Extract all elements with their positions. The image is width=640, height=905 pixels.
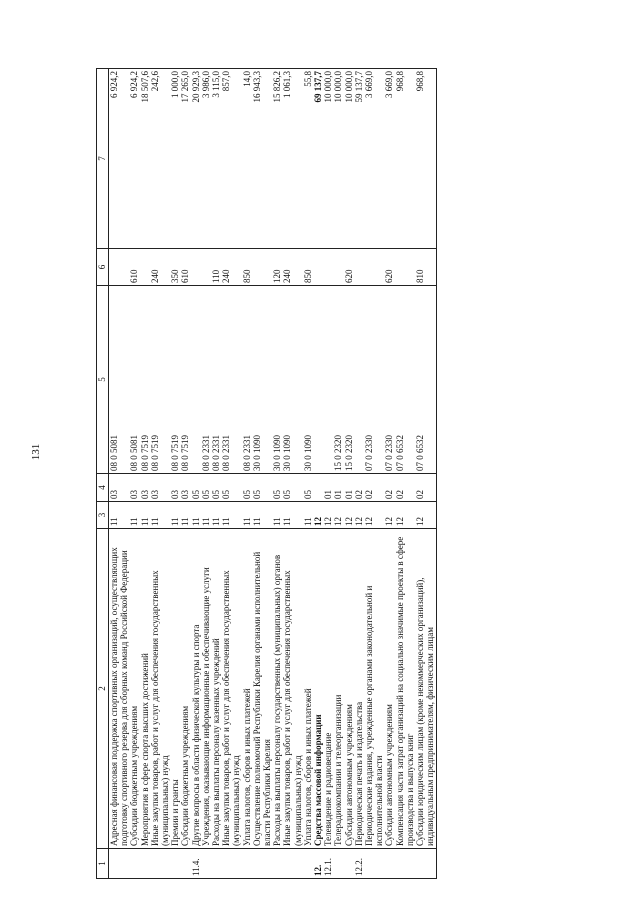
chapter-code: 11 [221,502,241,529]
page-number: 131 [30,443,42,461]
subsection-code: 03 [129,474,139,502]
table-row [384,69,394,879]
section-number [201,849,211,879]
table-row [344,69,354,879]
line-item-name: Иные закупки товаров, работ и услуг для обеспечения государственных (муниципальных) нужд [150,529,170,849]
chapter-code: 11 [140,502,150,529]
target-article-code [191,286,201,474]
target-article-code: 08 0 7519 [140,286,150,474]
subsection-code: 02 [364,474,384,502]
expense-type-code [323,249,333,286]
chapter-code: 11 [303,502,313,529]
section-number [303,849,313,879]
subsection-code: 05 [252,474,272,502]
target-article-code: 08 0 2331 [201,286,211,474]
chapter-code: 11 [109,502,130,529]
amount-value: 968,8 [395,69,415,249]
expense-type-code [333,249,343,286]
chapter-code: 11 [180,502,190,529]
section-number [282,849,302,879]
section-number [415,849,436,879]
line-item-name: Другие вопросы в области физической культуры и спорта [191,529,201,849]
expense-type-code [354,249,364,286]
section-number: 12.2. [354,849,364,879]
target-article-code: 07 0 6532 [395,286,415,474]
table-row [140,69,150,879]
section-number [211,849,221,879]
target-article-code: 15 0 2320 [333,286,343,474]
target-article-code: 08 0 5081 [109,286,130,474]
table-row [170,69,180,879]
amount-value: 59 137,7 [354,69,364,249]
section-number [129,849,139,879]
table-row [129,69,139,879]
line-item-name: Осуществление полномочий Республики Карелия органами исполнительной власти Республики Карелия [252,529,272,849]
target-article-code: 08 0 2331 [211,286,221,474]
section-number [150,849,170,879]
target-article-code [323,286,333,474]
table-row [221,69,241,879]
budget-table [96,68,437,879]
amount-value: 6 924,2 [129,69,139,249]
line-item-name: Телерадиокомпании и телеорганизации [333,529,343,849]
subsection-code: 02 [354,474,364,502]
chapter-code: 12 [395,502,415,529]
amount-value: 1 000,0 [170,69,180,249]
amount-value: 3 986,0 [201,69,211,249]
amount-value: 3 115,0 [211,69,221,249]
line-item-name: Уплата налогов, сборов и иных платежей [303,529,313,849]
section-number [242,849,252,879]
amount-value: 242,6 [150,69,170,249]
amount-value: 17 265,0 [180,69,190,249]
expense-type-code: 240 [282,249,302,286]
expense-type-code: 850 [303,249,313,286]
expense-type-code [191,249,201,286]
table-row [252,69,272,879]
subsection-code: 02 [415,474,436,502]
chapter-code: 11 [242,502,252,529]
line-item-name: Телевидение и радиовещание [323,529,333,849]
line-item-name: Средства массовой информации [313,529,323,849]
section-number: 12. [313,849,323,879]
section-number [221,849,241,879]
chapter-code: 11 [170,502,180,529]
target-article-code: 08 0 7519 [150,286,170,474]
target-article-code: 30 0 1090 [282,286,302,474]
amount-value: 15 826,2 [272,69,282,249]
table-row [333,69,343,879]
expense-type-code [140,249,150,286]
target-article-code: 07 0 2330 [364,286,384,474]
subsection-code: 05 [201,474,211,502]
subsection-code: 05 [221,474,241,502]
table-row [272,69,282,879]
amount-value: 69 137,7 [313,69,323,249]
section-number [364,849,384,879]
chapter-code: 12 [323,502,333,529]
chapter-code: 12 [333,502,343,529]
target-article-code: 30 0 1090 [252,286,272,474]
line-item-name: Периодическая печать и издательства [354,529,364,849]
subsection-code: 05 [242,474,252,502]
expense-type-code: 240 [150,249,170,286]
subsection-code: 05 [282,474,302,502]
target-article-code: 08 0 7519 [170,286,180,474]
table-header-row [97,69,109,879]
amount-value: 10 000,0 [333,69,343,249]
chapter-code: 12 [364,502,384,529]
subsection-code: 01 [344,474,354,502]
subsection-code: 02 [384,474,394,502]
column-header: 5 [97,286,109,474]
expense-type-code: 810 [415,249,436,286]
table-row [211,69,221,879]
expense-type-code: 110 [211,249,221,286]
section-number: 12.1. [323,849,333,879]
table-row [415,69,436,879]
target-article-code: 08 0 2331 [242,286,252,474]
column-header: 7 [97,69,109,249]
chapter-code: 12 [415,502,436,529]
target-article-code: 08 0 2331 [221,286,241,474]
line-item-name: Иные закупки товаров, работ и услуг для обеспечения государственных (муниципальных) нужд [282,529,302,849]
amount-value: 10 000,0 [323,69,333,249]
table-row [150,69,170,879]
amount-value: 16 943,3 [252,69,272,249]
table-row [282,69,302,879]
subsection-code: 05 [191,474,201,502]
expense-type-code [313,249,323,286]
subsection-code: 03 [109,474,130,502]
table-row [242,69,252,879]
expense-type-code: 610 [129,249,139,286]
table-row [395,69,415,879]
expense-type-code: 120 [272,249,282,286]
chapter-code: 11 [129,502,139,529]
target-article-code: 30 0 1090 [272,286,282,474]
expense-type-code [201,249,211,286]
amount-value: 14,0 [242,69,252,249]
target-article-code [354,286,364,474]
table-row [201,69,211,879]
section-number [272,849,282,879]
section-number [109,849,130,879]
column-header: 6 [97,249,109,286]
subsection-code: 03 [140,474,150,502]
expense-type-code: 620 [384,249,394,286]
expense-type-code [109,249,130,286]
target-article-code: 08 0 5081 [129,286,139,474]
line-item-name: Премии и гранты [170,529,180,849]
column-header: 1 [97,849,109,879]
target-article-code [313,286,323,474]
section-number [384,849,394,879]
chapter-code: 11 [272,502,282,529]
expense-type-code: 240 [221,249,241,286]
table-row [180,69,190,879]
expense-type-code: 610 [180,249,190,286]
amount-value: 1 061,3 [282,69,302,249]
amount-value: 857,0 [221,69,241,249]
chapter-code: 12 [354,502,364,529]
chapter-code: 11 [252,502,272,529]
section-number [252,849,272,879]
chapter-code: 11 [211,502,221,529]
amount-value: 10 000,0 [344,69,354,249]
target-article-code: 07 0 6532 [415,286,436,474]
table-row [323,69,333,879]
subsection-code: 05 [272,474,282,502]
amount-value: 55,8 [303,69,313,249]
table-row [313,69,323,879]
section-number [140,849,150,879]
column-header: 4 [97,474,109,502]
line-item-name: Расходы на выплаты персоналу государственных (муниципальных) органов [272,529,282,849]
amount-value: 6 924,2 [109,69,130,249]
table-row [109,69,130,879]
line-item-name: Учреждения, оказывающие информационные и обеспечивающие услуги [201,529,211,849]
amount-value: 968,8 [415,69,436,249]
section-number [170,849,180,879]
subsection-code: 03 [180,474,190,502]
rotated-table-stage [96,69,606,879]
subsection-code [313,474,323,502]
target-article-code: 08 0 7519 [180,286,190,474]
amount-value: 20 929,3 [191,69,201,249]
line-item-name: Иные закупки товаров, работ и услуг для обеспечения государственных (муниципальных) нужд [221,529,241,849]
subsection-code: 01 [323,474,333,502]
section-number [395,849,415,879]
subsection-code: 02 [395,474,415,502]
section-number [180,849,190,879]
line-item-name: Адресная финансовая поддержка спортивных организаций, осуществляющих подготовку спортивного резерва для сборных команд Российской Федерации [109,529,130,849]
subsection-code: 05 [211,474,221,502]
line-item-name: Мероприятия в сфере спорта высших достижений [140,529,150,849]
line-item-name: Субсидии бюджетным учреждениям [180,529,190,849]
line-item-name: Уплата налогов, сборов и иных платежей [242,529,252,849]
line-item-name: Субсидии автономным учреждениям [384,529,394,849]
column-header: 2 [97,529,109,849]
section-number [344,849,354,879]
target-article-code: 15 0 2320 [344,286,354,474]
line-item-name: Компенсация части затрат организаций на социально значимые проекты в сфере производства и выпуска книг [395,529,415,849]
table-row [354,69,364,879]
line-item-name: Периодические издания, учрежденные органами законодательной и исполнительной власти [364,529,384,849]
line-item-name: Субсидии бюджетным учреждениям [129,529,139,849]
chapter-code: 11 [282,502,302,529]
line-item-name: Расходы на выплаты персоналу казенных учреждений [211,529,221,849]
expense-type-code: 350 [170,249,180,286]
section-number: 11.4. [191,849,201,879]
table-row [364,69,384,879]
expense-type-code [395,249,415,286]
chapter-code: 11 [191,502,201,529]
column-header: 3 [97,502,109,529]
target-article-code: 30 0 1090 [303,286,313,474]
expense-type-code: 850 [242,249,252,286]
section-number [333,849,343,879]
subsection-code: 05 [303,474,313,502]
line-item-name: Субсидии автономным учреждениям [344,529,354,849]
subsection-code: 01 [333,474,343,502]
amount-value: 18 507,6 [140,69,150,249]
chapter-code: 11 [201,502,211,529]
chapter-code: 12 [384,502,394,529]
amount-value: 3 669,0 [384,69,394,249]
expense-type-code [252,249,272,286]
line-item-name: Субсидии юридическим лицам (кроме некоммерческих организаций), индивидуальным предпринимателям, физическим лицам [415,529,436,849]
subsection-code: 03 [170,474,180,502]
expense-type-code: 620 [344,249,354,286]
chapter-code: 11 [150,502,170,529]
target-article-code: 07 0 2330 [384,286,394,474]
chapter-code: 12 [313,502,323,529]
amount-value: 3 669,0 [364,69,384,249]
subsection-code: 03 [150,474,170,502]
table-row [191,69,201,879]
table-row [303,69,313,879]
chapter-code: 12 [344,502,354,529]
expense-type-code [364,249,384,286]
